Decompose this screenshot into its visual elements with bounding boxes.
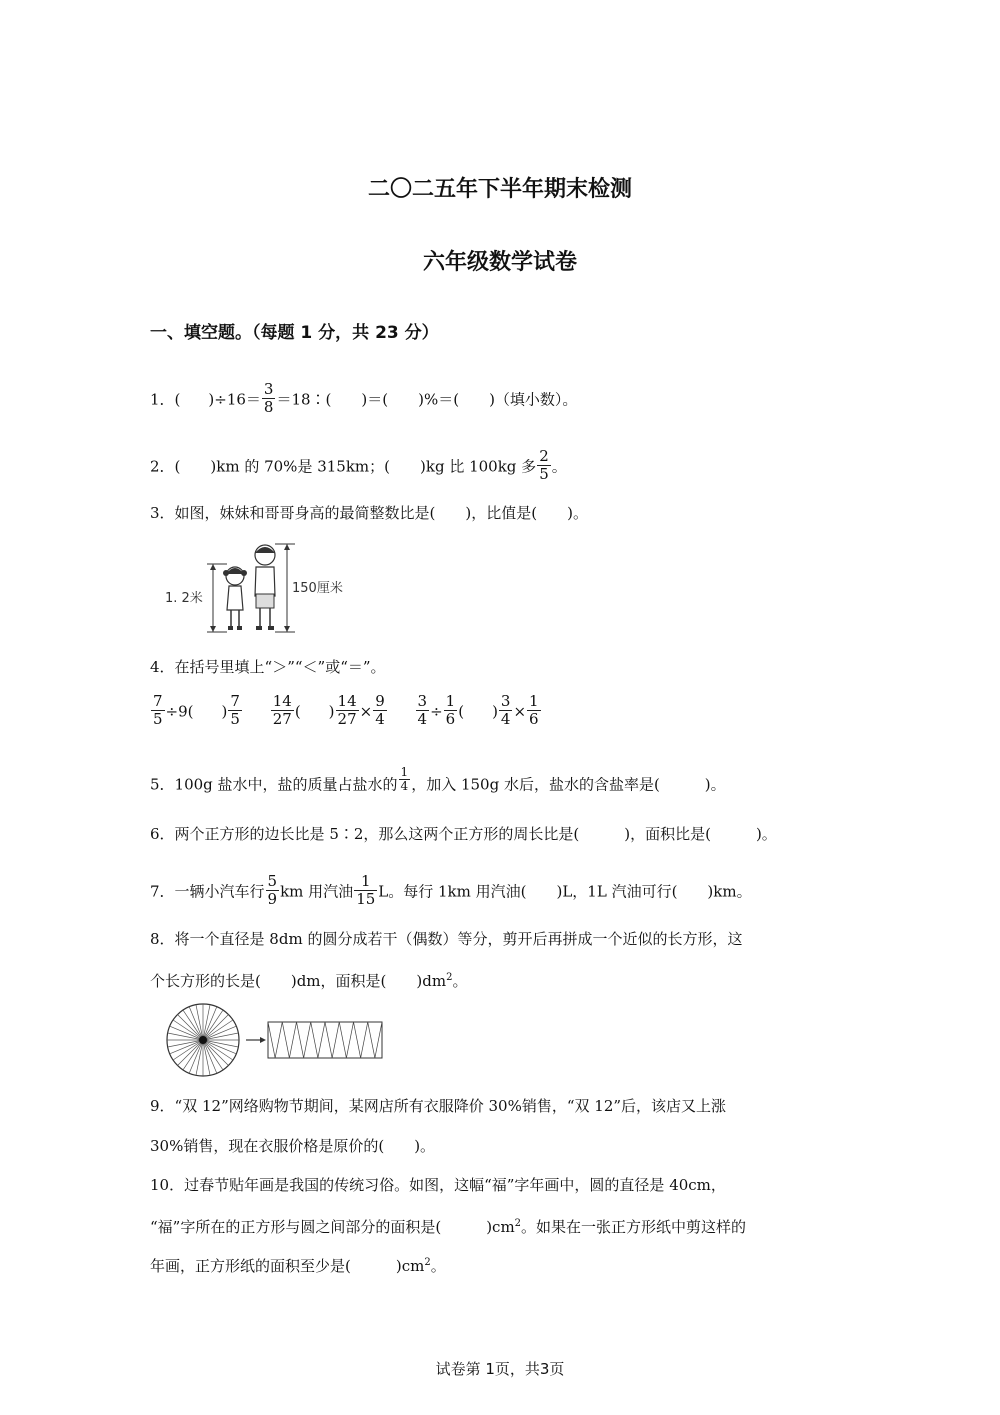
- question-4: 4．在括号里填上“＞”“＜”或“＝”。: [150, 658, 386, 676]
- girl-height-label: 1. 2米: [165, 591, 203, 606]
- height-figure: [165, 540, 365, 636]
- boy-height-label: 150厘米: [292, 581, 343, 596]
- page-title: 二〇二五年下半年期末检测: [367, 177, 632, 202]
- question-8-line-1: 8．将一个直径是 8dm 的圆分成若干（偶数）等分，剪开后再拼成一个近似的长方形，这: [150, 930, 743, 948]
- boy-figure: [255, 545, 275, 630]
- section-heading: 一、填空题。（每题 1 分，共 23 分）: [150, 323, 439, 343]
- question-10-line-2: “福”字所在的正方形与圆之间部分的面积是( )$cm^2$。如果在一张正方形纸中剪这样的: [150, 1218, 747, 1236]
- question-6: 6．两个正方形的边长比是 5∶2，那么这两个正方形的周长比是( )，面积比是( )。: [150, 825, 777, 843]
- question-10-line-1: 10．过春节贴年画是我国的传统习俗。如图，这幅“福”字年画中，圆的直径是 40cm，: [150, 1176, 726, 1194]
- page-subtitle: 六年级数学试卷: [422, 250, 577, 275]
- circle-to-rectangle-figure: [166, 1002, 388, 1078]
- approximate-rectangle: [268, 1022, 382, 1058]
- question-1: 1．( )÷16＝ $\frac{3}{8}$ ＝18∶( )＝( )%＝( )（填小数）。: [150, 380, 578, 416]
- question-10-line-3: 年画，正方形纸的面积至少是( )$cm^2$。: [150, 1257, 446, 1275]
- sectored-circle: [167, 1004, 239, 1076]
- girl-figure: [223, 567, 247, 630]
- question-8-line-2: 个长方形的长是( )dm，面积是( )$dm^2$。: [150, 972, 468, 990]
- fraction: $\frac{3}{8}$: [263, 380, 274, 416]
- question-9-line-1: 9．“双 12”网络购物节期间，某网店所有衣服降价 30%销售，“双 12”后，该店又上涨: [150, 1097, 727, 1115]
- question-5: 5．100g 盐水中，盐的质量占盐水的 $\frac{1}{4}$ ，加入 150g 水后，盐水的含盐率是( )。: [150, 765, 726, 794]
- question-2: 2．( )km 的 70%是 315km；( )kg 比 100kg 多 $\frac{2}{5}$ 。: [150, 447, 567, 483]
- comparison-item: $\frac{14}{27}$ ( ) $\frac{14}{27}$ × $\frac{9}{4}$: [272, 692, 385, 728]
- question-7: 7．一辆小汽车行 $\frac{5}{9}$ km 用汽油 $\frac{1}{15}$ L。每行 1km 用汽油( )L，1L 汽油可行( )km。: [150, 872, 752, 908]
- arrow-icon: [246, 1037, 266, 1043]
- page-footer: 试卷第 1页，共3页: [435, 1360, 565, 1378]
- question-9-line-2: 30%销售，现在衣服价格是原价的( )。: [150, 1137, 436, 1155]
- comparison-item: $\frac{7}{5}$ ÷9( ) $\frac{7}{5}$: [153, 692, 240, 728]
- question-3: 3．如图，妹妹和哥哥身高的最简整数比是( )，比值是( )。: [150, 504, 588, 522]
- comparison-row: [150, 692, 564, 730]
- comparison-item: $\frac{3}{4}$ ÷ $\frac{1}{6}$ ( ) $\frac{3}{4}$ × $\frac{1}{6}$: [417, 692, 539, 728]
- fraction: $\frac{2}{5}$: [539, 447, 549, 483]
